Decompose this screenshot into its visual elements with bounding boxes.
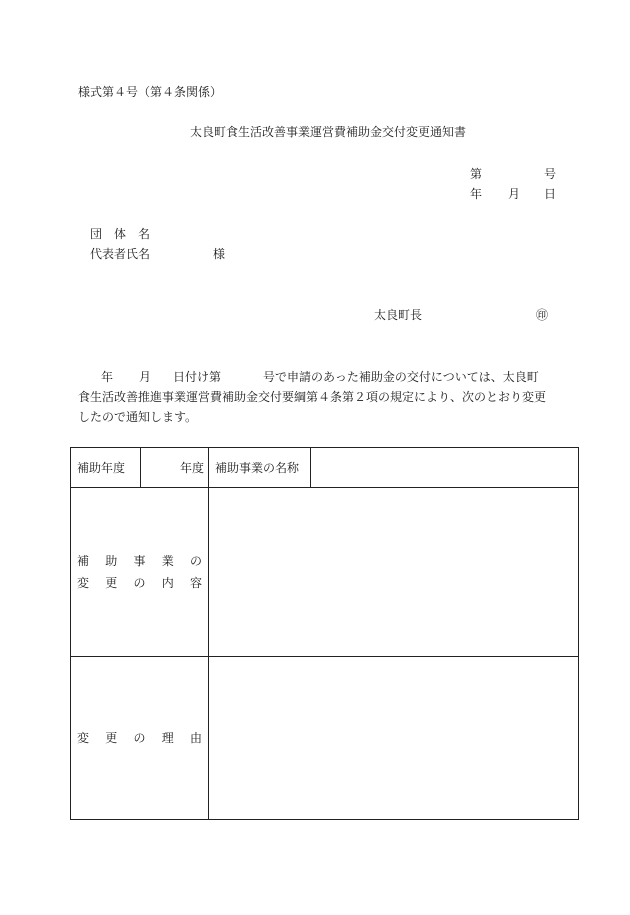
representative-name-label: 代表者氏名 xyxy=(90,247,151,261)
label-char: 更 xyxy=(105,731,118,745)
seal-mark: ㊞ xyxy=(536,308,549,322)
body-line-3: したので通知します。 xyxy=(78,410,198,424)
label-char: 理 xyxy=(161,731,174,745)
label-char: 助 xyxy=(105,554,118,568)
body-line-2: 食生活改善推進事業運営費補助金交付要綱第４条第２項の規定により、次のとおり変更 xyxy=(78,390,547,404)
label-char: 由 xyxy=(189,731,202,745)
change-content-value-cell[interactable] xyxy=(209,488,579,657)
change-reason-value-cell[interactable] xyxy=(209,657,579,820)
change-content-label-line-1 xyxy=(71,550,208,572)
body-line1-rest: 号で申請のあった補助金の交付については、太良町 xyxy=(263,370,539,384)
doc-number-go: 号 xyxy=(544,167,557,181)
honorific-sama: 様 xyxy=(213,247,226,261)
subsidy-year-label-cell xyxy=(71,448,141,488)
form-number: 様式第４号（第４条関係） xyxy=(78,85,223,99)
label-char: の xyxy=(189,554,202,568)
change-reason-label xyxy=(71,732,208,744)
label-char: の xyxy=(133,731,146,745)
issuer-mayor: 太良町長 xyxy=(374,308,423,322)
label-char: 容 xyxy=(189,576,202,590)
date-month: 月 xyxy=(508,187,521,201)
project-name-value-cell[interactable] xyxy=(311,448,579,488)
table-row-change-content xyxy=(71,488,579,657)
label-char: 変 xyxy=(77,731,90,745)
project-name-label-cell xyxy=(209,448,311,488)
change-content-label-cell xyxy=(71,488,209,657)
body-date-no: 日付け第 xyxy=(173,370,222,384)
date-day: 日 xyxy=(544,187,557,201)
group-name-label: 団 体 名 xyxy=(90,227,151,241)
label-char: 事 xyxy=(133,554,146,568)
table-row-header xyxy=(71,448,579,488)
table-row-change-reason xyxy=(71,657,579,820)
change-details-table xyxy=(70,447,579,820)
year-unit-label: 年度 xyxy=(179,460,204,475)
date-year: 年 xyxy=(470,187,483,201)
change-content-label-line-2 xyxy=(71,572,208,594)
notice-body xyxy=(78,367,560,427)
label-char: 業 xyxy=(161,554,174,568)
label-char: の xyxy=(133,576,146,590)
body-line-1 xyxy=(78,367,560,387)
project-name-label: 補助事業の名称 xyxy=(215,460,300,475)
change-content-label xyxy=(71,550,208,594)
label-char: 変 xyxy=(77,576,90,590)
body-month: 月 xyxy=(139,370,152,384)
label-char: 補 xyxy=(77,554,90,568)
label-char: 内 xyxy=(161,576,174,590)
label-char: 更 xyxy=(105,576,118,590)
document-title: 太良町食生活改善事業運営費補助金交付変更通知書 xyxy=(190,125,467,139)
change-reason-label-cell xyxy=(71,657,209,820)
body-year: 年 xyxy=(101,370,114,384)
doc-number-dai: 第 xyxy=(470,167,483,181)
subsidy-year-label: 補助年度 xyxy=(77,460,126,475)
subsidy-year-value-cell[interactable] xyxy=(141,448,209,488)
